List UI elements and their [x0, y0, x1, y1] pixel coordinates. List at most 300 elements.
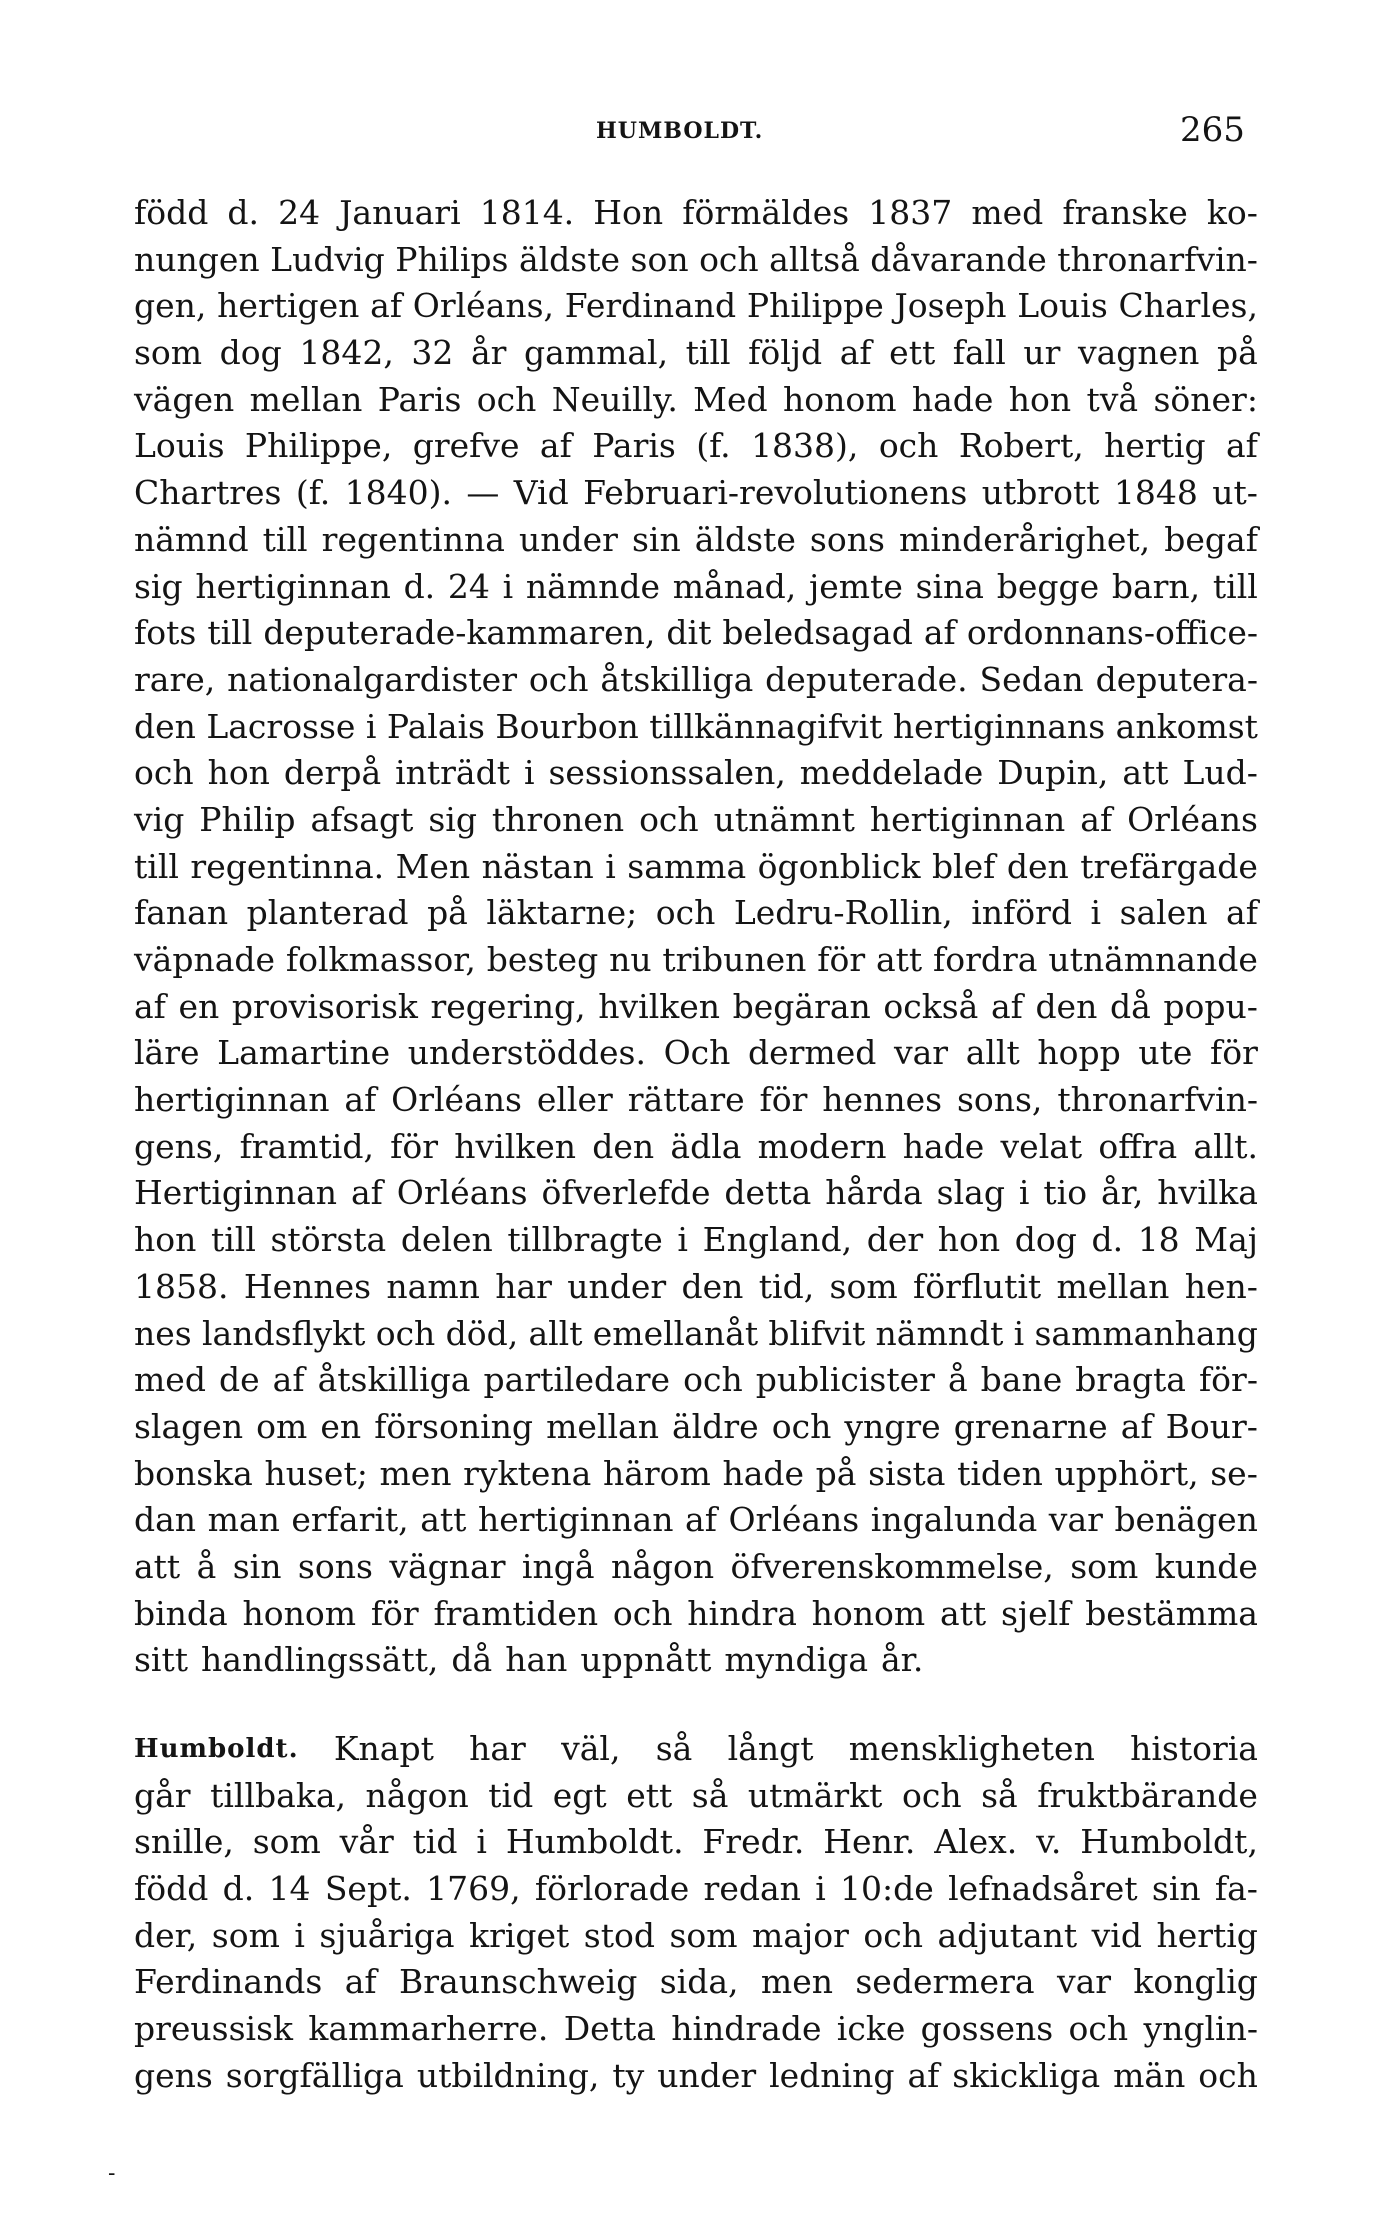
word: Ludvig	[270, 239, 385, 279]
text-line	[134, 1357, 1258, 1404]
word: framtid,	[239, 1126, 374, 1166]
word: sitt	[134, 1640, 189, 1680]
word: dan	[134, 1500, 197, 1540]
word: regentinna.	[190, 846, 385, 886]
word: ut-	[1212, 473, 1258, 513]
word: England,	[702, 1220, 853, 1260]
word: å	[947, 1360, 968, 1400]
word: sig	[134, 566, 183, 606]
word: af	[907, 2055, 940, 2095]
word: begäran	[732, 986, 871, 1026]
word: så	[981, 1775, 1018, 1815]
word: Palais	[386, 706, 485, 746]
text-line	[134, 190, 1258, 237]
word: att	[1122, 753, 1169, 793]
word: Och	[663, 1033, 731, 1073]
word: sjelf	[1000, 1593, 1071, 1633]
word: Ledru-Rollin,	[733, 893, 953, 933]
word: sin	[232, 1546, 282, 1586]
text-line	[134, 704, 1258, 751]
word: meddelade	[799, 753, 984, 793]
word: dog	[219, 333, 282, 373]
word: binda	[134, 1593, 228, 1633]
word: hertiginnan	[869, 799, 1066, 839]
word: Philippe,	[244, 426, 393, 466]
word: delen	[400, 1220, 493, 1260]
word: i	[677, 1220, 688, 1260]
word: yngre	[844, 1406, 941, 1446]
word: till	[262, 519, 308, 559]
word: barn,	[1111, 566, 1201, 606]
word: tribunen	[662, 940, 807, 979]
word: vid	[1091, 1915, 1142, 1955]
word: som	[211, 1915, 280, 1955]
word: af	[370, 286, 403, 326]
word: deputerade.	[765, 659, 968, 699]
word: hade	[902, 1126, 985, 1166]
word: major	[752, 1915, 849, 1955]
word: ett	[626, 1775, 673, 1815]
word: Knapt	[333, 1729, 434, 1768]
word: se-	[1210, 1453, 1258, 1493]
text-line	[134, 1726, 1258, 1773]
word: Philip	[199, 799, 296, 839]
word: kammarherre.	[308, 2009, 549, 2049]
word: 1848	[1113, 473, 1198, 513]
word: 1858.	[134, 1266, 229, 1306]
word: vig	[134, 799, 185, 839]
word: ädla	[670, 1126, 742, 1166]
text-line	[134, 2053, 1258, 2100]
word: för	[390, 1126, 439, 1166]
word: trefärgade	[1080, 846, 1258, 886]
word: under	[518, 519, 618, 559]
word: huset;	[264, 1453, 368, 1493]
word: rättare	[627, 1080, 745, 1120]
word: följd	[748, 333, 823, 373]
word: 18	[1137, 1220, 1180, 1260]
word: utmärkt	[747, 1775, 883, 1815]
word: och	[683, 1360, 743, 1400]
word: sig	[428, 799, 477, 839]
word: af	[539, 426, 572, 466]
word: af	[134, 986, 166, 1026]
word: mellan	[1056, 1266, 1170, 1306]
word: allt	[528, 1313, 583, 1353]
word: de	[218, 1360, 260, 1400]
word: till	[134, 846, 179, 886]
word: öfverlefde	[541, 1173, 711, 1213]
word: tiden	[957, 1453, 1043, 1493]
word: i	[502, 566, 514, 606]
word: minderårighet,	[898, 519, 1151, 559]
word: i	[1013, 1313, 1025, 1353]
word: Lud-	[1182, 753, 1258, 793]
word: honom	[782, 379, 897, 419]
word: att	[875, 940, 923, 979]
word: provisorisk	[231, 986, 418, 1026]
word: 24	[447, 566, 490, 606]
word: allt.	[1193, 1126, 1258, 1166]
word: benägen	[1114, 1500, 1258, 1540]
word: fall	[952, 333, 1006, 373]
word: mellan	[546, 1406, 659, 1446]
word: 10:de	[840, 1869, 934, 1909]
word: Louis	[134, 426, 225, 466]
word: i	[1018, 1173, 1030, 1213]
word: nämnde	[525, 566, 661, 606]
word: sedermera	[855, 1962, 1035, 2002]
word: 32	[411, 333, 454, 373]
word: väl,	[561, 1729, 621, 1768]
word: modern	[757, 1126, 887, 1166]
word: Med	[693, 379, 768, 419]
word: ur	[1023, 333, 1061, 373]
text-line	[134, 1451, 1258, 1498]
word: uppnått	[580, 1640, 712, 1680]
word: någon	[365, 1775, 469, 1815]
word: ute	[1138, 1033, 1193, 1073]
word: nämndt	[875, 1313, 1004, 1353]
word: af	[344, 1080, 377, 1120]
word: har	[495, 1266, 552, 1306]
word: äldste	[518, 239, 621, 279]
word: dermed	[747, 1033, 877, 1073]
word: lefnadsåret	[948, 1869, 1138, 1909]
word: hvilken	[598, 986, 721, 1026]
word: af	[839, 333, 872, 373]
word: icke	[836, 2009, 906, 2049]
word: men	[760, 1962, 833, 2002]
word: sons,	[956, 1080, 1043, 1120]
word: hertig	[1156, 1915, 1258, 1955]
word: erfarit,	[291, 1500, 409, 1540]
word: honom	[811, 1593, 926, 1633]
word: vägen	[134, 379, 235, 419]
text-line	[134, 2006, 1258, 2053]
word: försoning	[374, 1406, 534, 1446]
text-line	[134, 237, 1258, 284]
word: ko-	[1206, 193, 1258, 232]
word: sina	[915, 566, 984, 606]
page-number: 265	[1180, 110, 1245, 150]
word: som	[669, 1915, 738, 1955]
word: tillbaka,	[210, 1775, 346, 1815]
word: upphört,	[1054, 1453, 1199, 1493]
word: 1840).	[344, 473, 452, 513]
text-line	[134, 517, 1258, 564]
word: af	[685, 1500, 717, 1540]
word: och	[863, 1915, 923, 1955]
word: hade	[911, 379, 994, 419]
word: i	[294, 1915, 305, 1955]
word: ingalunda	[870, 1500, 1038, 1540]
text-line	[134, 423, 1258, 470]
word: begge	[996, 566, 1100, 606]
word: att	[939, 1593, 987, 1633]
word: på	[1217, 333, 1258, 373]
word: Orléans	[396, 1173, 528, 1213]
text-line	[134, 937, 1258, 984]
word: Orléans	[1127, 799, 1258, 839]
word: var	[893, 1033, 949, 1073]
word: —	[466, 473, 500, 513]
word: hertig	[1104, 426, 1206, 466]
text-line	[134, 1264, 1258, 1311]
word: d.	[227, 193, 260, 232]
word: på	[427, 893, 468, 933]
text-line	[134, 470, 1258, 517]
text-line	[134, 1637, 1258, 1684]
word: blef	[931, 846, 996, 886]
word: i	[476, 1822, 487, 1862]
word: fanan	[134, 893, 229, 933]
word: också	[883, 986, 979, 1026]
word: (f.	[696, 426, 731, 466]
word: historia	[1130, 1729, 1258, 1768]
word: af	[272, 1360, 305, 1400]
word: hon	[937, 1220, 1001, 1260]
word: att	[420, 1500, 467, 1540]
word: en	[320, 1406, 362, 1446]
word: söner:	[1153, 379, 1258, 419]
word: 14	[268, 1869, 311, 1909]
word: detta	[724, 1173, 812, 1213]
word: hindrade	[671, 2009, 822, 2049]
word: stod	[583, 1915, 655, 1955]
text-line	[134, 1497, 1258, 1544]
word: tillkännagifvit	[649, 706, 883, 746]
word: hen-	[1184, 1266, 1258, 1306]
word: Ferdinands	[134, 1962, 323, 2002]
word: inträdt	[395, 753, 510, 793]
word: Orléans,	[412, 286, 555, 326]
word: utbrott	[981, 473, 1100, 513]
word: har	[469, 1729, 526, 1768]
word: Paris	[592, 426, 676, 466]
word: Alex.	[934, 1822, 1018, 1862]
word: hertigen	[217, 286, 360, 326]
word: bane	[980, 1360, 1063, 1400]
word: Bourbon	[495, 706, 639, 746]
word: understöddes.	[407, 1033, 646, 1073]
word: sjuåriga	[319, 1915, 455, 1955]
word: Hertiginnan	[134, 1173, 338, 1213]
word: redan	[703, 1869, 801, 1909]
word: samma	[627, 846, 747, 886]
margin-mark: -	[108, 2161, 116, 2186]
word: tid	[488, 1775, 534, 1815]
word: född	[134, 1869, 209, 1909]
word: Februari-revolutionens	[583, 473, 968, 513]
word: man	[207, 1500, 280, 1540]
word: under	[567, 1266, 667, 1306]
word: med	[971, 193, 1044, 232]
word: och	[476, 379, 537, 419]
word: kriget	[469, 1915, 570, 1955]
word: åtskilliga	[600, 659, 754, 699]
word: var	[1048, 1500, 1103, 1540]
text-line	[134, 984, 1258, 1031]
word: franske	[1062, 193, 1188, 232]
word: begaf	[1164, 519, 1258, 559]
word: i	[605, 846, 616, 886]
word: dit	[666, 613, 712, 653]
word: nu	[609, 940, 652, 979]
word: under	[657, 2055, 757, 2095]
word: månad,	[672, 566, 797, 606]
text-line	[134, 1311, 1258, 1358]
word: hennes	[822, 1080, 943, 1120]
word: d.	[403, 566, 436, 606]
word: införd	[971, 893, 1072, 933]
word: hade	[722, 1453, 805, 1493]
word: popu-	[1163, 986, 1258, 1026]
word: partiledare	[483, 1360, 671, 1400]
word: vagnen	[1077, 333, 1200, 373]
word: år.	[881, 1640, 924, 1680]
word: ynglin-	[1143, 2009, 1258, 2049]
word: thronarfvin-	[1057, 239, 1258, 279]
word: läre	[134, 1033, 200, 1073]
word: sin	[631, 519, 681, 559]
word: förlorade	[534, 1869, 690, 1909]
word: rare,	[134, 659, 216, 699]
text-line	[134, 1404, 1258, 1451]
word: planterad	[246, 893, 409, 933]
word: och	[612, 1593, 673, 1633]
word: som	[1070, 1546, 1139, 1586]
text-line	[134, 1077, 1258, 1124]
word: der	[866, 1220, 924, 1260]
word: och	[901, 1775, 962, 1815]
word: Vid	[513, 473, 569, 513]
word: ledning	[769, 2055, 895, 2095]
word: Paris	[377, 379, 462, 419]
word: honom	[242, 1593, 357, 1633]
word: Orléans	[728, 1500, 860, 1540]
text-line	[134, 564, 1258, 611]
word: gens,	[134, 1126, 224, 1166]
word: regering,	[430, 986, 586, 1026]
word: der,	[134, 1915, 198, 1955]
word: i	[1090, 893, 1102, 933]
word: och	[1198, 2055, 1258, 2095]
word: tid,	[758, 1266, 815, 1306]
word: nästan	[481, 846, 594, 886]
text-line	[134, 1030, 1258, 1077]
word: skickliga	[952, 2055, 1101, 2095]
word: fruktbärande	[1037, 1775, 1258, 1815]
word: i	[815, 1869, 826, 1909]
word: och	[699, 239, 759, 279]
word: grefve	[412, 426, 520, 466]
word: äldste	[694, 519, 796, 559]
word: af	[1080, 799, 1113, 839]
word: Charles,	[1118, 286, 1258, 326]
word: v.	[1036, 1822, 1062, 1862]
word: slag	[936, 1173, 1005, 1213]
word: och	[771, 1406, 832, 1446]
word: dåvarande	[870, 239, 1047, 279]
word: och	[1068, 2009, 1129, 2049]
word: af	[990, 986, 1023, 1026]
word: sons	[809, 519, 885, 559]
word: mellan	[249, 379, 363, 419]
word: Louis	[1017, 286, 1108, 326]
word: sammanhang	[1034, 1313, 1258, 1353]
word: till	[207, 613, 253, 653]
paragraph-humboldt	[134, 1726, 1258, 2100]
word: framtiden	[433, 1593, 599, 1633]
word: Maj	[1194, 1220, 1258, 1260]
word: af	[1226, 426, 1258, 466]
word: regentinna	[321, 519, 505, 559]
word: 1842,	[299, 333, 394, 373]
word: Orléans	[391, 1080, 522, 1120]
word: salen	[1119, 893, 1208, 933]
entry-heading: Humboldt.	[134, 1734, 299, 1764]
word: besteg	[486, 940, 599, 979]
word: hon	[1008, 379, 1072, 419]
word: fa-	[1214, 1869, 1258, 1909]
word: gossens	[920, 2009, 1054, 2049]
word: emellanåt	[592, 1313, 759, 1353]
word: grenarne	[953, 1406, 1108, 1446]
word: var	[1056, 1962, 1112, 2002]
word: afsagt	[310, 799, 414, 839]
word: till	[210, 1220, 256, 1260]
word: Bour-	[1165, 1406, 1258, 1446]
word: Robert,	[958, 426, 1084, 466]
word: som	[252, 1822, 321, 1862]
word: af	[1226, 893, 1258, 933]
word: för	[759, 1080, 808, 1120]
word: sista	[868, 1453, 946, 1493]
word: publicister	[755, 1360, 935, 1400]
text-line	[134, 657, 1258, 704]
word: Braunschweig	[399, 1962, 638, 2002]
word: vår	[339, 1822, 394, 1862]
word: velat	[1000, 1126, 1083, 1166]
word: hertiginnan	[477, 1500, 674, 1540]
word: och	[134, 753, 194, 793]
word: utnämnande	[1048, 940, 1258, 979]
word: 1769,	[426, 1869, 521, 1909]
word: blifvit	[768, 1313, 866, 1353]
word: d.	[1091, 1220, 1124, 1260]
text-line	[134, 890, 1258, 937]
word: bonska	[134, 1453, 253, 1493]
word: ty	[612, 2055, 645, 2095]
word: att	[134, 1546, 181, 1586]
word: derpå	[283, 753, 382, 793]
word: 1814.	[479, 193, 575, 232]
word: ordonnans-office-	[966, 613, 1258, 653]
word: ryktena	[463, 1453, 592, 1493]
word: någon	[610, 1546, 715, 1586]
word: den	[1035, 986, 1098, 1026]
word: handlingssätt,	[201, 1640, 439, 1680]
paragraph-orleans	[134, 190, 1258, 1684]
word: ingå	[521, 1546, 595, 1586]
word: för-	[1198, 1360, 1258, 1400]
word: Januari	[339, 193, 461, 232]
word: snille,	[134, 1822, 234, 1862]
word: hindra	[687, 1593, 797, 1633]
word: går	[134, 1775, 191, 1815]
word: och	[655, 893, 716, 933]
